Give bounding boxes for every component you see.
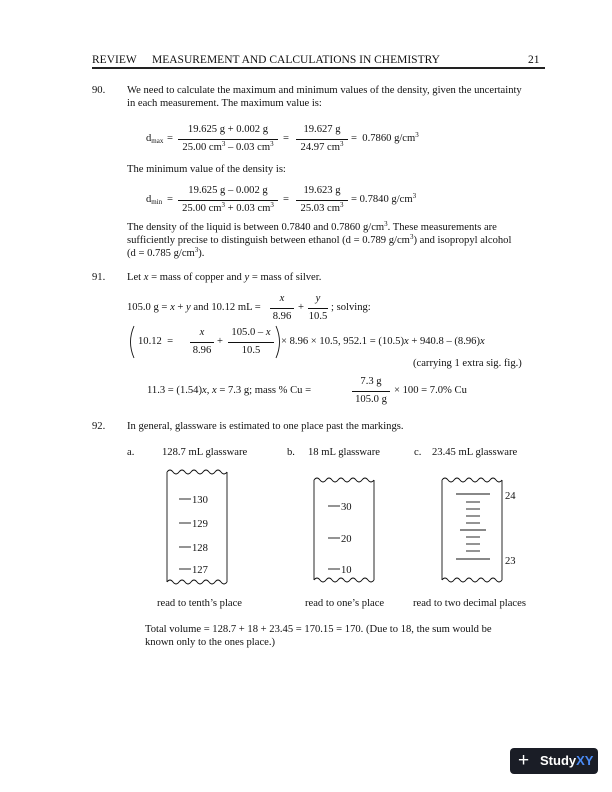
total-line2: known only to the ones place.) [145,637,276,648]
header-review: REVIEW [92,54,137,66]
dmax-equals-1: = [167,133,173,144]
caption-c: read to two decimal places [413,598,526,609]
glassware-b-tick-10: 10 [341,565,352,576]
glassware-a-diagram [165,466,230,590]
item-c-label: 23.45 mL glassware [432,447,518,458]
eq1-frac1-num: x [279,293,285,304]
item-b-label: 18 mL glassware [308,447,380,458]
eq3-left: 11.3 = (1.54)x, x = 7.3 g; mass % Cu = [147,385,312,396]
problem-90-intro-line1: We need to calculate the maximum and minimum values of the density, given the uncertainty [127,85,522,96]
problem-92-number: 92. [92,421,106,432]
eq2-frac2-num: 105.0 – x [231,327,271,338]
eq2-rest: × 8.96 × 10.5, 952.1 = (10.5)x + 940.8 – (8.96)x [281,336,485,347]
problem-91-intro: Let x = mass of copper and y = mass of silver. [127,272,322,283]
eq1-frac2-bar [308,308,328,309]
item-a-letter: a. [127,447,135,458]
dmin-numerator-2: 19.623 g [303,185,341,196]
item-c-letter: c. [414,447,422,458]
glassware-b-tick-20: 20 [341,534,352,545]
glassware-a-tick-130: 130 [192,495,208,506]
eq1-plus: + [298,302,304,313]
page-number: 21 [528,54,540,66]
dmax-label: $d_{max}$ [146,133,164,145]
glassware-c-diagram [440,474,520,588]
problem-90-number: 90. [92,85,106,96]
total-line1: Total volume = 128.7 + 18 + 23.45 = 170.15 = 170. (Due to 18, the sum would be [145,624,492,635]
caption-a: read to tenth’s place [157,598,243,609]
glassware-a-tick-128: 128 [192,543,208,554]
eq1-frac1-den: 8.96 [272,311,292,322]
eq1-left: 105.0 g = x + y and 10.12 mL = [127,302,261,313]
eq3-post: × 100 = 7.0% Cu [394,385,467,396]
eq2-frac2-bar [228,342,274,343]
eq1-solving: ; solving: [331,302,371,313]
eq1-frac1-bar [270,308,294,309]
glassware-c-tick-23: 23 [505,556,516,567]
caption-b: read to one’s place [305,598,385,609]
dmin-numerator-1: 19.625 g – 0.002 g [188,185,268,196]
dmin-result: = 0.7840 $g/cm^3$ [351,192,417,205]
glassware-b-tick-30: 30 [341,502,352,513]
dmax-denominator-1: 25.00 $cm^3 - 0.03$ $cm^3$ [182,140,274,153]
glassware-b-diagram [312,474,377,588]
studyxy-logo-text: StudyXY [540,753,594,768]
problem-92-intro: In general, glassware is estimated to one place past the markings. [127,421,404,432]
eq3-den: 105.0 g [355,394,387,405]
eq1-frac2-den: 10.5 [308,311,328,322]
dmax-numerator-2: 19.627 g [303,124,341,135]
dmax-fraction-bar-1 [178,139,278,140]
eq2-frac1-bar [190,342,214,343]
conclusion-line2: sufficiently precise to distinguish between ethanol (d = 0.789 $g/cm^3$) and isopropyl alcohol [127,233,512,246]
dmax-result: = 0.7860 $g/cm^3$ [351,131,419,144]
glassware-a-tick-127: 127 [192,565,208,576]
dmin-equals-2: = [283,194,289,205]
eq2-frac1-den: 8.96 [192,345,212,356]
item-b-letter: b. [287,447,295,458]
dmin-denominator-2: 25.03 $cm^3$ [300,201,344,214]
conclusion-line1: The density of the liquid is between 0.7840 and 0.7860 $g/cm^3$. These measurements are [127,220,497,233]
conclusion-line3: (d = 0.785 $g/cm^3$). [127,246,205,259]
header-rule [92,67,545,69]
problem-91-number: 91. [92,272,106,283]
item-a-label: 128.7 mL glassware [162,447,248,458]
dmin-label: $d_{min}$ [146,194,163,206]
eq2-plus: + [217,336,223,347]
header-title: MEASUREMENT AND CALCULATIONS IN CHEMISTRY [152,54,440,66]
dmax-denominator-2: 24.97 $cm^3$ [300,140,344,153]
carry-note: (carrying 1 extra sig. fig.) [413,358,522,369]
eq3-bar [352,391,390,392]
glassware-c-tick-24: 24 [505,491,516,502]
eq3-num: 7.3 g [360,376,382,387]
dmax-equals-2: = [283,133,289,144]
eq2-lhs: 10.12 = [138,336,174,347]
glassware-a-tick-129: 129 [192,519,208,530]
eq2-frac2-den: 10.5 [241,345,261,356]
problem-90-intro-line2: in each measurement. The maximum value is: [127,98,322,109]
plus-icon: + [518,750,530,771]
eq1-frac2-num: y [315,293,321,304]
dmin-equals-1: = [167,194,173,205]
dmin-denominator-1: 25.00 $cm^3 + 0.03$ $cm^3$ [182,201,274,214]
eq2-frac1-num: x [199,327,205,338]
min-intro: The minimum value of the density is: [127,164,286,175]
dmin-fraction-bar-1 [178,200,278,201]
dmax-numerator-1: 19.625 g + 0.002 g [187,124,269,135]
studyxy-badge[interactable] [510,748,598,774]
